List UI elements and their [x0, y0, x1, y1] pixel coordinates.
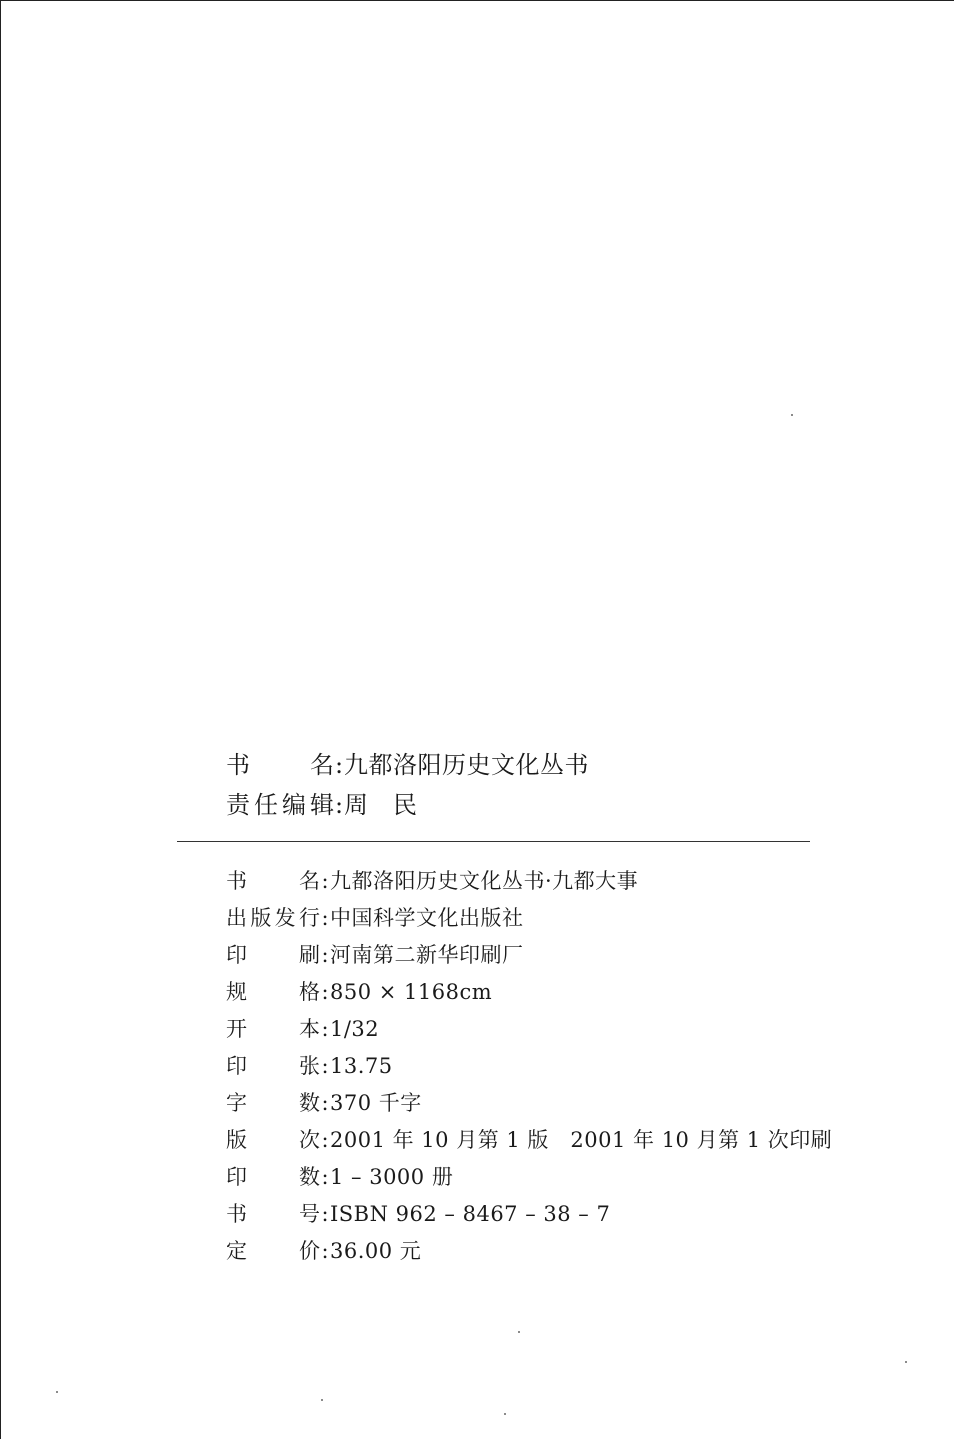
detail-row-isbn	[226, 1198, 832, 1235]
series-info-block	[226, 745, 589, 825]
responsible-editor-label: 责 任 编 辑	[226, 791, 334, 819]
colon: :	[321, 980, 329, 1004]
detail-label: 开 本	[226, 1017, 320, 1041]
detail-row-format	[226, 976, 832, 1013]
publication-details-block	[226, 865, 832, 1272]
colon: :	[334, 751, 344, 779]
detail-value: 九都洛阳历史文化丛书·九都大事	[330, 869, 639, 893]
scan-speck	[518, 1331, 520, 1333]
detail-row-edition	[226, 1124, 832, 1161]
detail-value: 1 – 3000 册	[330, 1165, 454, 1189]
scan-speck	[504, 1413, 506, 1415]
colon: :	[321, 1202, 329, 1226]
detail-label: 字 数	[226, 1091, 320, 1115]
series-title-label: 书 名	[226, 751, 334, 779]
section-divider	[177, 841, 810, 842]
colon: :	[321, 906, 329, 930]
series-title-row	[226, 745, 589, 785]
detail-row-printer	[226, 939, 832, 976]
detail-row-print-run	[226, 1161, 832, 1198]
detail-value: ISBN 962 – 8467 – 38 – 7	[330, 1202, 611, 1226]
detail-value: 370 千字	[330, 1091, 422, 1115]
scan-speck	[321, 1399, 323, 1401]
detail-row-publisher	[226, 902, 832, 939]
detail-row-book-title	[226, 865, 832, 902]
series-title-value: 九都洛阳历史文化丛书	[344, 751, 589, 779]
scan-speck	[56, 1391, 58, 1393]
detail-label: 定 价	[226, 1239, 320, 1263]
detail-label: 规 格	[226, 980, 320, 1004]
detail-label: 印 刷	[226, 943, 320, 967]
scan-speck	[905, 1361, 907, 1363]
detail-label: 印 数	[226, 1165, 320, 1189]
detail-value: 2001 年 10 月第 1 版 2001 年 10 月第 1 次印刷	[330, 1128, 833, 1152]
responsible-editor-value: 周 民	[344, 791, 418, 819]
colon: :	[321, 1017, 329, 1041]
detail-label: 印 张	[226, 1054, 320, 1078]
detail-value: 中国科学文化出版社	[330, 906, 524, 930]
colon: :	[321, 943, 329, 967]
detail-row-price	[226, 1235, 832, 1272]
colon: :	[334, 791, 344, 819]
detail-label: 书 名	[226, 869, 320, 893]
detail-value: 36.00 元	[330, 1239, 422, 1263]
detail-label: 版 次	[226, 1128, 320, 1152]
colon: :	[321, 1054, 329, 1078]
detail-row-folio	[226, 1013, 832, 1050]
colon: :	[321, 1239, 329, 1263]
colon: :	[321, 1165, 329, 1189]
detail-row-word-count	[226, 1087, 832, 1124]
detail-row-sheets	[226, 1050, 832, 1087]
responsible-editor-row	[226, 785, 589, 825]
detail-value: 850 × 1168cm	[330, 980, 493, 1004]
colon: :	[321, 1128, 329, 1152]
detail-value: 1/32	[330, 1017, 380, 1041]
colon: :	[321, 1091, 329, 1115]
detail-value: 13.75	[330, 1054, 393, 1078]
scan-speck	[791, 414, 793, 416]
detail-value: 河南第二新华印刷厂	[330, 943, 524, 967]
colon: :	[321, 869, 329, 893]
detail-label: 出 版 发 行	[226, 906, 320, 930]
detail-label: 书 号	[226, 1202, 320, 1226]
